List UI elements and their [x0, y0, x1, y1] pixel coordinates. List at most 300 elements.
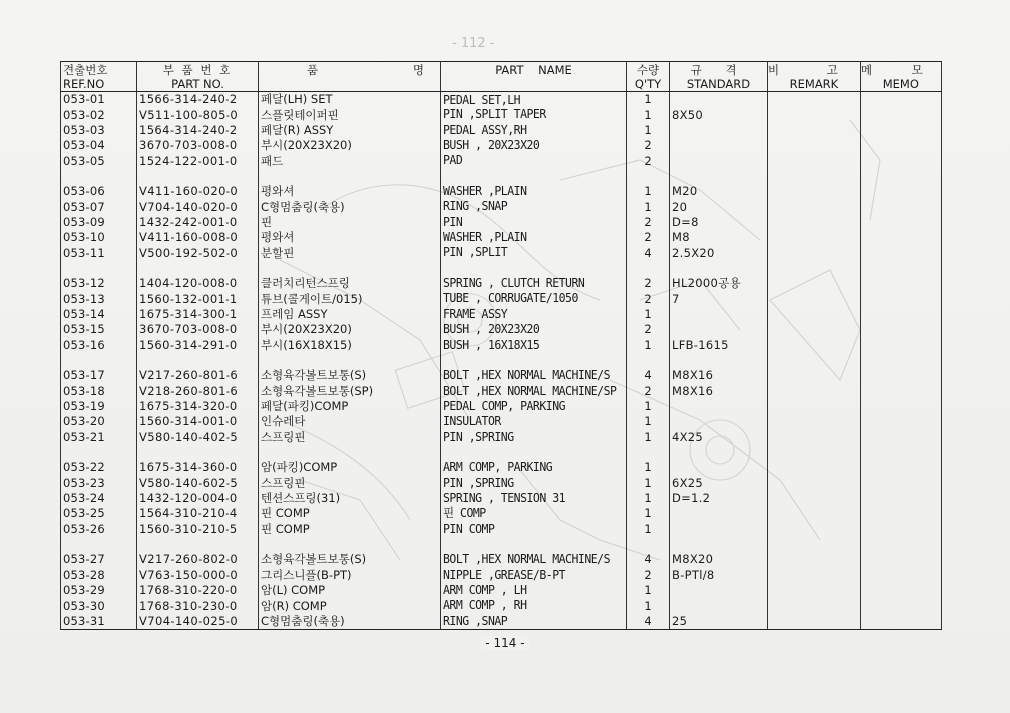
part-no-cell: 1560-310-210-5 — [137, 522, 259, 537]
quantity-cell: 1 — [627, 338, 670, 353]
ref-no-cell: 053-12 — [61, 276, 137, 291]
standard-cell — [670, 598, 768, 613]
quantity-cell: 2 — [627, 384, 670, 399]
bleed-mark: - 112 - — [452, 36, 495, 51]
spacer-cell — [768, 445, 861, 460]
korean-name-cell: 평와셔 — [259, 184, 441, 199]
quantity-cell: 1 — [627, 399, 670, 414]
ref-no-cell: 053-28 — [61, 568, 137, 583]
memo-cell — [860, 230, 941, 245]
table-row — [61, 322, 942, 337]
part-no-cell: 1564-314-240-2 — [137, 123, 259, 138]
korean-name-cell: 텐션스프링(31) — [259, 491, 441, 506]
quantity-cell: 1 — [627, 414, 670, 429]
table-row — [61, 552, 942, 567]
memo-cell — [860, 138, 941, 153]
ref-no-cell: 053-01 — [61, 92, 137, 108]
part-no-cell: V411-160-020-0 — [137, 184, 259, 199]
quantity-cell: 2 — [627, 291, 670, 306]
remark-cell — [768, 107, 861, 122]
memo-cell — [860, 460, 941, 475]
remark-cell — [768, 153, 861, 168]
remark-cell — [768, 368, 861, 383]
ref-no-cell: 053-31 — [61, 614, 137, 630]
memo-cell — [860, 291, 941, 306]
part-no-cell: 1432-120-004-0 — [137, 491, 259, 506]
part-no-cell: V763-150-000-0 — [137, 568, 259, 583]
part-no-cell: 1768-310-230-0 — [137, 598, 259, 613]
korean-name-cell: 암(파킹)COMP — [259, 460, 441, 475]
memo-cell — [860, 583, 941, 598]
qty-header-en: Q'TY — [634, 76, 662, 91]
remark-cell — [768, 460, 861, 475]
col-memo-header — [860, 62, 941, 92]
ref-no-cell: 053-21 — [61, 430, 137, 445]
quantity-cell: 1 — [627, 583, 670, 598]
korean-name-cell: 핀 COMP — [259, 506, 441, 521]
korean-name-cell: 패드 — [259, 153, 441, 168]
korean-name-cell: 핀 COMP — [259, 522, 441, 537]
ref-no-cell: 053-24 — [61, 491, 137, 506]
spacer-cell — [61, 353, 137, 368]
spacer-row — [61, 261, 942, 276]
memo-header-en: MEMO — [882, 76, 919, 91]
part-no-cell: V511-100-805-0 — [137, 107, 259, 122]
part-no-cell: 1560-314-001-0 — [137, 414, 259, 429]
part-no-cell: V218-260-801-6 — [137, 384, 259, 399]
spacer-cell — [259, 169, 441, 184]
korean-name-cell: 소형육각볼트보통(S) — [259, 368, 441, 383]
table-row — [61, 384, 942, 399]
remark-cell — [768, 414, 861, 429]
spacer-cell — [259, 261, 441, 276]
memo-cell — [860, 491, 941, 506]
spacer-row — [61, 169, 942, 184]
spacer-row — [61, 353, 942, 368]
spacer-cell — [670, 537, 768, 552]
standard-cell — [670, 399, 768, 414]
standard-cell: M20 — [670, 184, 768, 199]
korean-name-cell: 스프링핀 — [259, 430, 441, 445]
ref-no-cell: 053-13 — [61, 291, 137, 306]
part-name-cell: PIN ,SPRING — [441, 429, 627, 445]
table-row — [61, 460, 942, 475]
quantity-cell: 1 — [627, 491, 670, 506]
part-name-cell: PEDAL ASSY,RH — [441, 122, 627, 138]
ref-no-cell: 053-16 — [61, 338, 137, 353]
standard-cell — [670, 414, 768, 429]
spacer-cell — [259, 445, 441, 460]
standard-cell: 4X25 — [670, 430, 768, 445]
col-std-header — [670, 62, 768, 92]
part-name-cell: 핀 COMP — [441, 506, 627, 522]
quantity-cell: 4 — [627, 368, 670, 383]
remark-cell — [768, 215, 861, 230]
spacer-cell — [670, 445, 768, 460]
korean-name-cell: 튜브(콜게이트/015) — [259, 291, 441, 306]
ref-header-ko: 견출번호 — [63, 62, 108, 77]
korean-name-cell: 부시(20X23X20) — [259, 322, 441, 337]
table-row — [61, 583, 942, 598]
standard-cell: M8 — [670, 230, 768, 245]
korean-name-cell: 페달(R) ASSY — [259, 123, 441, 138]
quantity-cell: 1 — [627, 598, 670, 613]
spacer-cell — [441, 261, 627, 276]
quantity-cell: 2 — [627, 230, 670, 245]
table-row — [61, 184, 942, 199]
memo-cell — [860, 506, 941, 521]
ref-no-cell: 053-06 — [61, 184, 137, 199]
spacer-cell — [768, 537, 861, 552]
part-no-cell: V704-140-025-0 — [137, 614, 259, 630]
remark-cell — [768, 123, 861, 138]
korean-name-cell: 페달(LH) SET — [259, 92, 441, 108]
spacer-cell — [627, 445, 670, 460]
korean-name-cell: 암(L) COMP — [259, 583, 441, 598]
quantity-cell: 2 — [627, 568, 670, 583]
parts-rows — [61, 92, 942, 630]
quantity-cell: 1 — [627, 430, 670, 445]
korean-name-cell: 프레임 ASSY — [259, 307, 441, 322]
standard-cell — [670, 506, 768, 521]
col-ref-header — [61, 62, 137, 92]
table-row — [61, 307, 942, 322]
spacer-cell — [137, 353, 259, 368]
ref-no-cell: 053-14 — [61, 307, 137, 322]
remark-cell — [768, 138, 861, 153]
spacer-cell — [768, 169, 861, 184]
ref-no-cell: 053-29 — [61, 583, 137, 598]
remark-cell — [768, 199, 861, 214]
part-no-cell: 1675-314-320-0 — [137, 399, 259, 414]
ref-no-cell: 053-10 — [61, 230, 137, 245]
remark-cell — [768, 583, 861, 598]
korean-name-cell: 부시(20X23X20) — [259, 138, 441, 153]
quantity-cell: 4 — [627, 614, 670, 630]
part-name-cell: NIPPLE ,GREASE/B-PT — [441, 567, 627, 583]
kname-header-a: 품 — [307, 62, 319, 77]
part-name-cell: ARM COMP , RH — [441, 598, 627, 614]
standard-cell — [670, 522, 768, 537]
table-row — [61, 338, 942, 353]
spacer-cell — [61, 537, 137, 552]
memo-cell — [860, 384, 941, 399]
remark-cell — [768, 338, 861, 353]
quantity-cell: 1 — [627, 107, 670, 122]
ref-no-cell: 053-27 — [61, 552, 137, 567]
korean-name-cell: 분할핀 — [259, 245, 441, 260]
remark-cell — [768, 598, 861, 613]
standard-cell — [670, 307, 768, 322]
spacer-cell — [627, 261, 670, 276]
remark-cell — [768, 291, 861, 306]
remark-cell — [768, 476, 861, 491]
ref-no-cell: 053-05 — [61, 153, 137, 168]
qty-header-ko: 수량 — [636, 62, 660, 77]
quantity-cell: 1 — [627, 522, 670, 537]
memo-cell — [860, 338, 941, 353]
part-name-cell: PIN ,SPRING — [441, 475, 627, 491]
part-name-cell: BUSH , 20X23X20 — [441, 322, 627, 338]
remark-cell — [768, 245, 861, 260]
part-name-cell: BOLT ,HEX NORMAL MACHINE/SP — [441, 383, 627, 399]
spacer-row — [61, 445, 942, 460]
page-number-text: - 114 - — [481, 636, 528, 650]
korean-name-cell: 스프링핀 — [259, 476, 441, 491]
part-name-cell: RING ,SNAP — [441, 613, 627, 630]
standard-cell: LFB-1615 — [670, 338, 768, 353]
parts-list-table — [60, 61, 942, 630]
spacer-cell — [860, 261, 941, 276]
part-no-cell: 1432-242-001-0 — [137, 215, 259, 230]
spacer-cell — [670, 169, 768, 184]
quantity-cell: 4 — [627, 245, 670, 260]
spacer-cell — [441, 537, 627, 552]
quantity-cell: 1 — [627, 460, 670, 475]
remark-cell — [768, 430, 861, 445]
remark-cell — [768, 92, 861, 108]
ref-no-cell: 053-03 — [61, 123, 137, 138]
ref-no-cell: 053-25 — [61, 506, 137, 521]
korean-name-cell: 소형육각볼트보통(S) — [259, 552, 441, 567]
table-row — [61, 107, 942, 122]
part-name-cell: PIN — [441, 214, 627, 230]
part-name-cell: PIN ,SPLIT TAPER — [441, 107, 627, 123]
quantity-cell: 2 — [627, 322, 670, 337]
part-name-cell: BOLT ,HEX NORMAL MACHINE/S — [441, 552, 627, 568]
part-name-cell: BOLT ,HEX NORMAL MACHINE/S — [441, 368, 627, 384]
part-name-cell: ARM COMP , LH — [441, 583, 627, 599]
spacer-cell — [259, 353, 441, 368]
spacer-cell — [768, 261, 861, 276]
spacer-cell — [441, 445, 627, 460]
quantity-cell: 1 — [627, 199, 670, 214]
standard-cell — [670, 153, 768, 168]
part-name-cell: WASHER ,PLAIN — [441, 184, 627, 200]
table-row — [61, 92, 942, 108]
korean-name-cell: 인슈레타 — [259, 414, 441, 429]
ref-no-cell: 053-11 — [61, 245, 137, 260]
standard-cell: M8X16 — [670, 368, 768, 383]
spacer-row — [61, 537, 942, 552]
memo-cell — [860, 307, 941, 322]
korean-name-cell: 스플릿테이퍼핀 — [259, 107, 441, 122]
part-name-cell: FRAME ASSY — [441, 306, 627, 322]
remark-cell — [768, 276, 861, 291]
remark-header-en: REMARK — [789, 76, 839, 91]
korean-name-cell: 그리스니플(B-PT) — [259, 568, 441, 583]
spacer-cell — [670, 261, 768, 276]
spacer-cell — [137, 445, 259, 460]
ref-no-cell: 053-15 — [61, 322, 137, 337]
standard-cell: 2.5X20 — [670, 245, 768, 260]
memo-cell — [860, 153, 941, 168]
table-row — [61, 123, 942, 138]
memo-cell — [860, 414, 941, 429]
std-header-en: STANDARD — [686, 76, 751, 91]
table-row — [61, 568, 942, 583]
ref-no-cell: 053-20 — [61, 414, 137, 429]
part-no-cell: V580-140-402-5 — [137, 430, 259, 445]
remark-cell — [768, 614, 861, 630]
part-no-cell: 1675-314-360-0 — [137, 460, 259, 475]
standard-cell: 7 — [670, 291, 768, 306]
part-name-cell: TUBE , CORRUGATE/1050 — [441, 291, 627, 307]
remark-cell — [768, 522, 861, 537]
spacer-cell — [860, 169, 941, 184]
standard-cell: B-PTl/8 — [670, 568, 768, 583]
table-row — [61, 414, 942, 429]
part-name-cell: RING ,SNAP — [441, 199, 627, 215]
standard-cell — [670, 92, 768, 108]
table-row — [61, 291, 942, 306]
table-row — [61, 276, 942, 291]
spacer-cell — [61, 261, 137, 276]
memo-cell — [860, 107, 941, 122]
spacer-cell — [860, 537, 941, 552]
standard-cell: 6X25 — [670, 476, 768, 491]
spacer-cell — [259, 537, 441, 552]
part-no-cell: 3670-703-008-0 — [137, 322, 259, 337]
part-name-cell: ARM COMP, PARKING — [441, 460, 627, 476]
quantity-cell: 4 — [627, 552, 670, 567]
memo-cell — [860, 368, 941, 383]
quantity-cell: 1 — [627, 184, 670, 199]
standard-cell: 20 — [670, 199, 768, 214]
part-name-cell: PEDAL SET,LH — [441, 91, 627, 108]
kname-header-b: 명 — [412, 62, 424, 77]
ref-no-cell: 053-09 — [61, 215, 137, 230]
memo-cell — [860, 322, 941, 337]
std-header-ko: 규 격 — [690, 62, 747, 77]
remark-cell — [768, 384, 861, 399]
remark-cell — [768, 184, 861, 199]
standard-cell — [670, 138, 768, 153]
korean-name-cell: 암(R) COMP — [259, 598, 441, 613]
ref-no-cell: 053-23 — [61, 476, 137, 491]
table-row — [61, 230, 942, 245]
ref-no-cell: 053-04 — [61, 138, 137, 153]
table-row — [61, 399, 942, 414]
table-header-row — [61, 62, 942, 92]
table-row — [61, 522, 942, 537]
part-no-cell: V704-140-020-0 — [137, 199, 259, 214]
korean-name-cell: 소형육각볼트보통(SP) — [259, 384, 441, 399]
partno-header-ko: 부 품 번 호 — [162, 62, 233, 77]
col-qty-header — [627, 62, 670, 92]
remark-cell — [768, 552, 861, 567]
table-row — [61, 598, 942, 613]
spacer-cell — [137, 169, 259, 184]
table-row — [61, 491, 942, 506]
spacer-cell — [627, 169, 670, 184]
part-no-cell: 1404-120-008-0 — [137, 276, 259, 291]
part-no-cell: 1560-314-291-0 — [137, 338, 259, 353]
pname-header: PART NAME — [495, 63, 572, 77]
partno-header-en: PART NO. — [171, 76, 224, 91]
ref-no-cell: 053-17 — [61, 368, 137, 383]
spacer-cell — [860, 353, 941, 368]
spacer-cell — [441, 353, 627, 368]
remark-cell — [768, 399, 861, 414]
standard-cell — [670, 123, 768, 138]
memo-cell — [860, 552, 941, 567]
korean-name-cell: 핀 — [259, 215, 441, 230]
part-no-cell: V580-140-602-5 — [137, 476, 259, 491]
remark-cell — [768, 307, 861, 322]
memo-cell — [860, 399, 941, 414]
korean-name-cell: C형멈춤링(축용) — [259, 199, 441, 214]
remark-cell — [768, 322, 861, 337]
spacer-cell — [441, 169, 627, 184]
korean-name-cell: 클러치리턴스프링 — [259, 276, 441, 291]
part-name-cell: BUSH , 16X18X15 — [441, 337, 627, 353]
standard-cell: D=1.2 — [670, 491, 768, 506]
ref-no-cell: 053-02 — [61, 107, 137, 122]
memo-cell — [860, 598, 941, 613]
col-remark-header — [768, 62, 861, 92]
table-row — [61, 506, 942, 521]
part-no-cell: 1560-132-001-1 — [137, 291, 259, 306]
table-row — [61, 368, 942, 383]
memo-cell — [860, 522, 941, 537]
part-name-cell: SPRING , CLUTCH RETURN — [441, 276, 627, 292]
part-name-cell: PEDAL COMP, PARKING — [441, 398, 627, 414]
quantity-cell: 2 — [627, 215, 670, 230]
memo-cell — [860, 276, 941, 291]
remark-cell — [768, 506, 861, 521]
part-no-cell: V500-192-502-0 — [137, 245, 259, 260]
table-row — [61, 138, 942, 153]
part-name-cell: PIN ,SPLIT — [441, 245, 627, 261]
korean-name-cell: 페달(파킹)COMP — [259, 399, 441, 414]
part-no-cell: V217-260-801-6 — [137, 368, 259, 383]
table-row — [61, 430, 942, 445]
memo-cell — [860, 92, 941, 108]
memo-cell — [860, 123, 941, 138]
part-no-cell: 1768-310-220-0 — [137, 583, 259, 598]
part-no-cell: 3670-703-008-0 — [137, 138, 259, 153]
quantity-cell: 2 — [627, 153, 670, 168]
memo-cell — [860, 476, 941, 491]
spacer-cell — [137, 261, 259, 276]
part-name-cell: BUSH , 20X23X20 — [441, 138, 627, 154]
spacer-cell — [61, 445, 137, 460]
standard-cell: 25 — [670, 614, 768, 630]
quantity-cell: 1 — [627, 123, 670, 138]
quantity-cell: 1 — [627, 476, 670, 491]
ref-no-cell: 053-22 — [61, 460, 137, 475]
col-pname-header — [441, 62, 627, 92]
page-number — [0, 636, 1010, 650]
part-no-cell: V217-260-802-0 — [137, 552, 259, 567]
standard-cell: D=8 — [670, 215, 768, 230]
standard-cell — [670, 583, 768, 598]
table-row — [61, 245, 942, 260]
table-row — [61, 614, 942, 630]
memo-cell — [860, 215, 941, 230]
spacer-cell — [137, 537, 259, 552]
standard-cell: M8X16 — [670, 384, 768, 399]
memo-cell — [860, 614, 941, 630]
standard-cell: M8X20 — [670, 552, 768, 567]
part-no-cell: 1566-314-240-2 — [137, 92, 259, 108]
quantity-cell: 1 — [627, 92, 670, 108]
spacer-cell — [61, 169, 137, 184]
korean-name-cell: 평와셔 — [259, 230, 441, 245]
part-no-cell: 1564-310-210-4 — [137, 506, 259, 521]
standard-cell: 8X50 — [670, 107, 768, 122]
